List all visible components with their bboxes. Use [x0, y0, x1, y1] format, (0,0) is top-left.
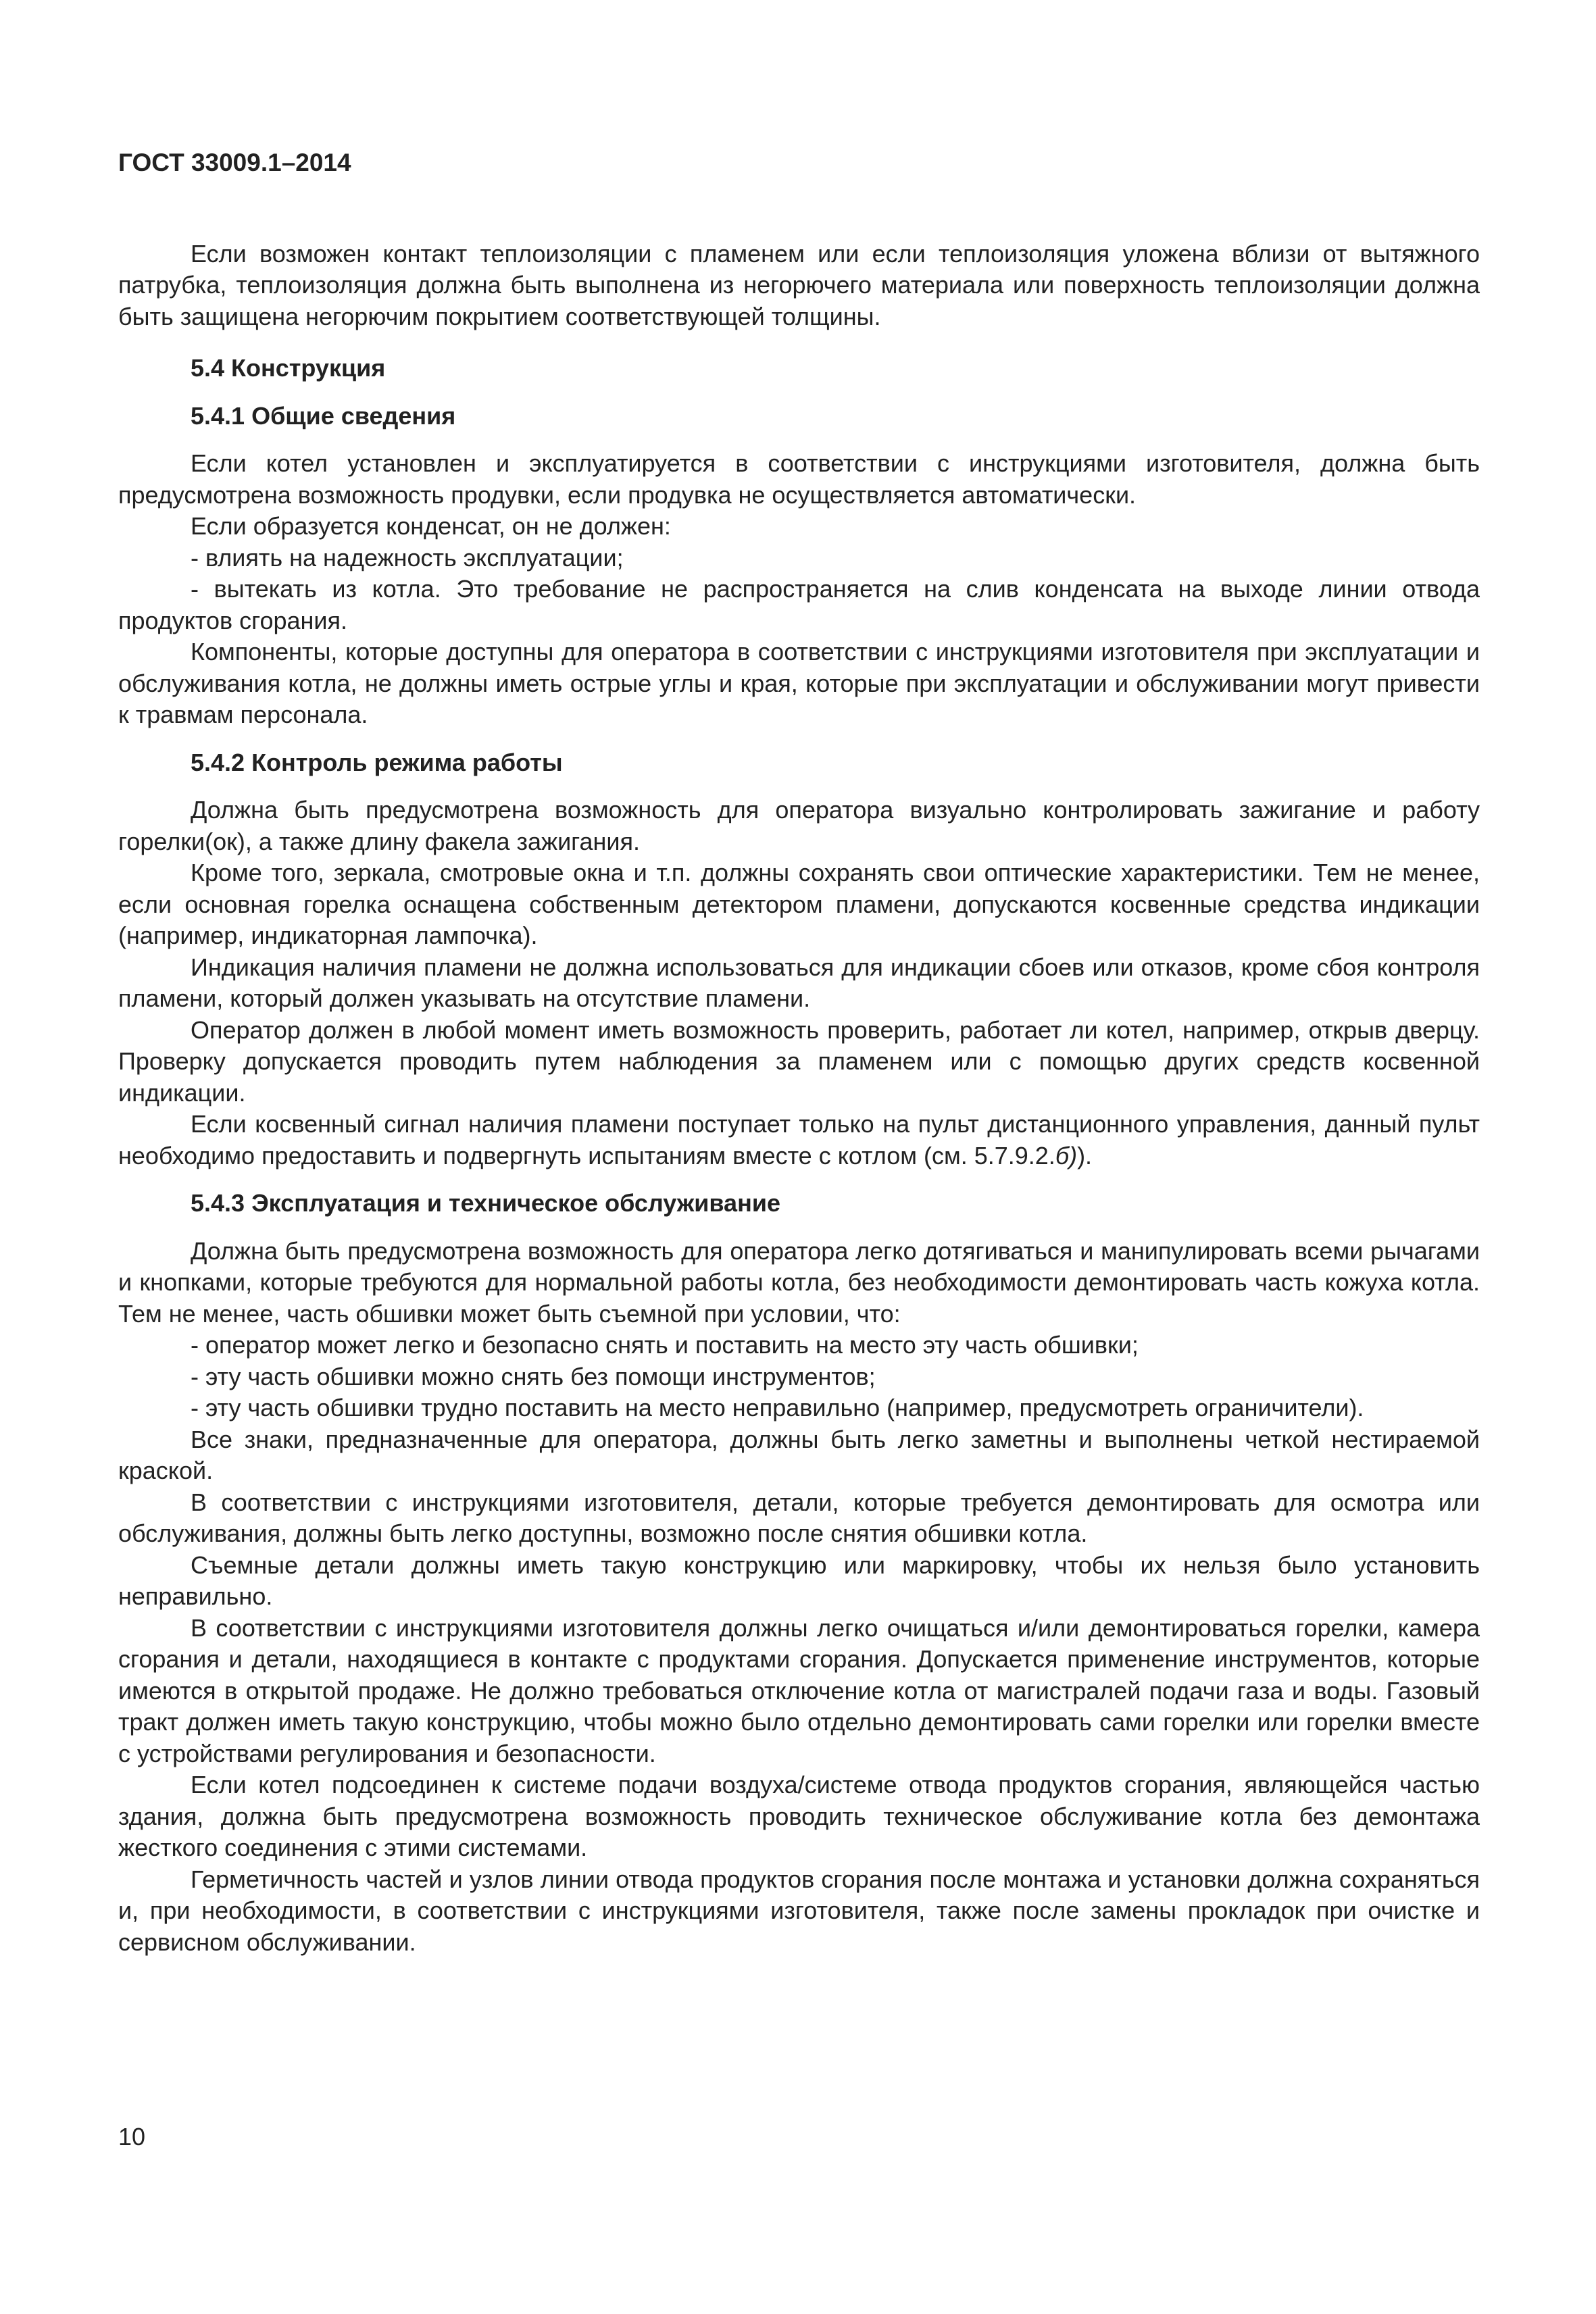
intro-paragraph: Если возможен контакт теплоизоляции с пламенем или если теплоизоляция уложена вблизи от вытяжного патрубка, теплоизоляция должна быть выполнена из негорючего материала или поверхность теплоизоляции должна быть защищена негорючим покрытием соответствующей толщины. — [118, 239, 1480, 330]
paragraph-text-end: ). — [1077, 1141, 1093, 1169]
paragraph — [118, 1109, 1480, 1172]
list-item: - влиять на надежность эксплуатации; — [191, 543, 624, 572]
paragraph: Съемные детали должны иметь такую конструкцию или маркировку, чтобы их нельзя было установить неправильно. — [118, 1551, 1480, 1610]
paragraph: Индикация наличия пламени не должна использоваться для индикации сбоев или отказов, кроме сбоя контроля пламени, который должен указывать на отсутствие пламени. — [118, 953, 1480, 1012]
list-item: - оператор может легко и безопасно снять и поставить на место эту часть обшивки; — [191, 1331, 1139, 1359]
section-heading-5-4: 5.4 Конструкция — [191, 354, 386, 382]
paragraph-text: Если косвенный сигнал наличия пламени поступает только на пульт дистанционного управления, данный пульт необходимо предоставить и подвергнуть испытаниям вместе с котлом (см. 5.7.9.2. — [118, 1110, 1480, 1169]
list-item: - вытекать из котла. Это требование не распространяется на слив конденсата на выходе линии отвода продуктов сгорания. — [118, 575, 1480, 634]
paragraph: Если образуется конденсат, он не должен: — [191, 512, 671, 540]
paragraph: Должна быть предусмотрена возможность для оператора легко дотягиваться и манипулировать всеми рычагами и кнопками, которые требуются для нормальной работы котла, без необходимости демонтировать часть кожуха котла. Тем не менее, часть обшивки может быть съемной при условии, что: — [118, 1236, 1480, 1328]
paragraph: Должна быть предусмотрена возможность для оператора визуально контролировать зажигание и работу горелки(ок), а также длину факела зажигания. — [118, 796, 1480, 855]
list-item: - эту часть обшивки можно снять без помощи инструментов; — [191, 1362, 876, 1390]
paragraph: Если котел установлен и эксплуатируется в соответствии с инструкциями изготовителя, должна быть предусмотрена возможность продувки, если продувка не осуществляется автоматически. — [118, 449, 1480, 509]
paragraph: Если котел подсоединен к системе подачи воздуха/системе отвода продуктов сгорания, являющейся частью здания, должна быть предусмотрена возможность проводить техническое обслуживание котла без демонтажа жесткого соединения с этими системами. — [118, 1771, 1480, 1861]
paragraph: Герметичность частей и узлов линии отвода продуктов сгорания после монтажа и установки должна сохраняться и, при необходимости, в соответствии с инструкциями изготовителя, также после замены прокладок при очистке и сервисном обслуживании. — [118, 1865, 1480, 1956]
paragraph: В соответствии с инструкциями изготовителя должны легко очищаться и/или демонтироваться горелки, камера сгорания и детали, находящиеся в контакте с продуктами сгорания. Допускается применение инструментов, которые имеются в открытой продаже. Не должно требоваться отключение котла от магистралей подачи газа и воды. Газовый тракт должен иметь такую конструкцию, чтобы можно было отдельно демонтировать сами горелки или горелки вместе с устройствами регулирования и безопасности. — [118, 1613, 1480, 1767]
section-heading-5-4-1: 5.4.1 Общие сведения — [191, 401, 456, 430]
paragraph: Компоненты, которые доступны для оператора в соответствии с инструкциями изготовителя при эксплуатации и обслуживания котла, не должны иметь острые углы и края, которые при эксплуатации и обслуживании могут привести к травмам персонала. — [118, 638, 1480, 728]
document-header: ГОСТ 33009.1–2014 — [118, 149, 351, 176]
paragraph-emphasis: б) — [1055, 1141, 1078, 1169]
paragraph: В соответствии с инструкциями изготовителя, детали, которые требуется демонтировать для осмотра или обслуживания, должны быть легко доступны, возможно после снятия обшивки котла. — [118, 1488, 1480, 1547]
paragraph: Все знаки, предназначенные для оператора, должны быть легко заметны и выполнены четкой нестираемой краской. — [118, 1425, 1480, 1484]
list-item: - эту часть обшивки трудно поставить на место неправильно (например, предусмотреть ограничители). — [191, 1394, 1364, 1422]
page-number: 10 — [118, 2123, 146, 2150]
section-heading-5-4-2: 5.4.2 Контроль режима работы — [191, 748, 563, 776]
paragraph: Оператор должен в любой момент иметь возможность проверить, работает ли котел, например, открыв дверцу. Проверку допускается проводить путем наблюдения за пламенем или с помощью других средств косвенной индикации. — [118, 1015, 1480, 1107]
paragraph: Кроме того, зеркала, смотровые окна и т.п. должны сохранять свои оптические характеристики. Тем не менее, если основная горелка оснащена собственным детектором пламени, допускаются косвенные средства индикации (например, индикаторная лампочка). — [118, 859, 1480, 949]
section-heading-5-4-3: 5.4.3 Эксплуатация и техническое обслуживание — [191, 1189, 780, 1217]
